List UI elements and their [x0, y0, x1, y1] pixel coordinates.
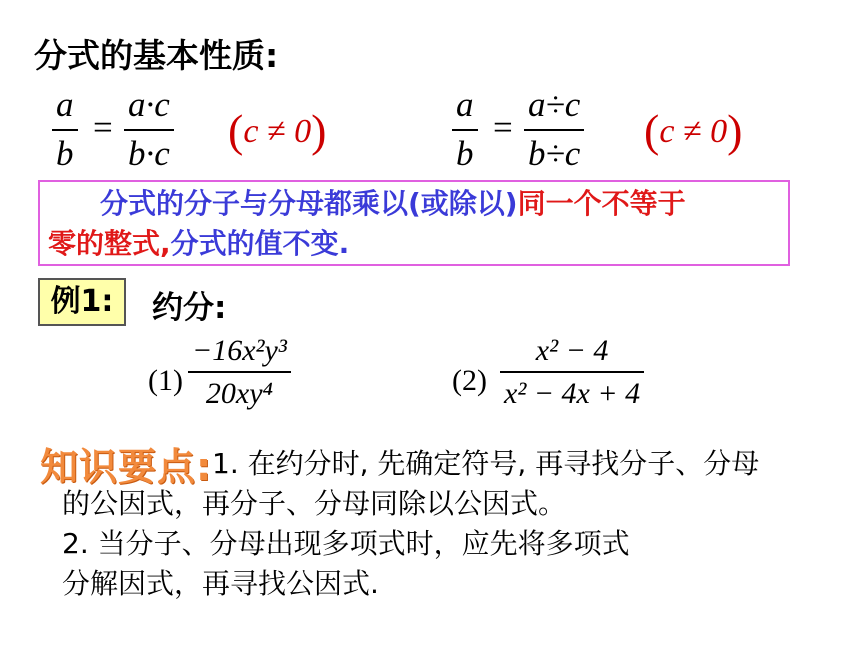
key-point-line-1: 1. 在约分时, 先确定符号, 再寻找分子、分母 [212, 447, 760, 480]
fraction-bar [124, 129, 174, 131]
problem-2-fraction [500, 334, 644, 410]
problem-1-denominator: 20xy⁴ [205, 377, 273, 410]
fraction-bar [500, 371, 644, 373]
fraction-bar [524, 129, 584, 131]
example-label: 例1: [38, 278, 126, 326]
lhs-fraction [52, 86, 78, 173]
problem-2-index: (2) [452, 364, 487, 397]
condition: (c ≠ 0) [228, 105, 327, 156]
rhs-fraction [124, 86, 174, 173]
rhs-denominator: b·c [128, 133, 170, 173]
rhs-numerator: a÷c [528, 85, 581, 124]
rule-text-4: 分式的值不变. [170, 227, 350, 260]
key-point-line-2: 的公因式，再分子、分母同除以公因式。 [62, 487, 567, 520]
problem-2-denominator: x² − 4x + 4 [504, 377, 641, 410]
example-task: 约分: [152, 290, 227, 326]
problem-1-index: (1) [148, 364, 183, 397]
page-title: 分式的基本性质: [34, 36, 279, 75]
key-point-line-3: 2. 当分子、分母出现多项式时，应先将多项式 [62, 527, 630, 560]
rhs-denominator: b÷c [528, 133, 581, 173]
lhs-denominator: b [56, 133, 74, 173]
rule-text-2: 同一个不等于 [517, 187, 686, 220]
equals-sign: = [493, 108, 513, 147]
fraction-bar [452, 129, 478, 131]
lhs-numerator: a [456, 85, 474, 124]
key-points-title: 知识要点: [40, 445, 213, 489]
condition-text: c ≠ 0 [659, 113, 728, 150]
condition-text: c ≠ 0 [243, 113, 312, 150]
fraction-bar [188, 371, 291, 373]
equals-sign: = [93, 108, 113, 147]
fraction-bar [52, 129, 78, 131]
lhs-denominator: b [456, 133, 474, 173]
condition: (c ≠ 0) [644, 105, 743, 156]
problem-2-numerator: x² − 4 [535, 334, 609, 367]
lhs-numerator: a [56, 85, 74, 124]
rhs-fraction [524, 86, 584, 173]
rule-text-1: 分式的分子与分母都乘以(或除以) [100, 187, 518, 220]
key-point-line-4: 分解因式，再寻找公因式. [62, 567, 379, 600]
rhs-numerator: a·c [128, 85, 170, 124]
problem-1-numerator: −16x²y³ [192, 334, 287, 367]
property-rule-box [38, 180, 790, 266]
lhs-fraction [452, 86, 478, 173]
problem-1-fraction [188, 334, 291, 410]
rule-text-3: 零的整式, [48, 227, 171, 260]
